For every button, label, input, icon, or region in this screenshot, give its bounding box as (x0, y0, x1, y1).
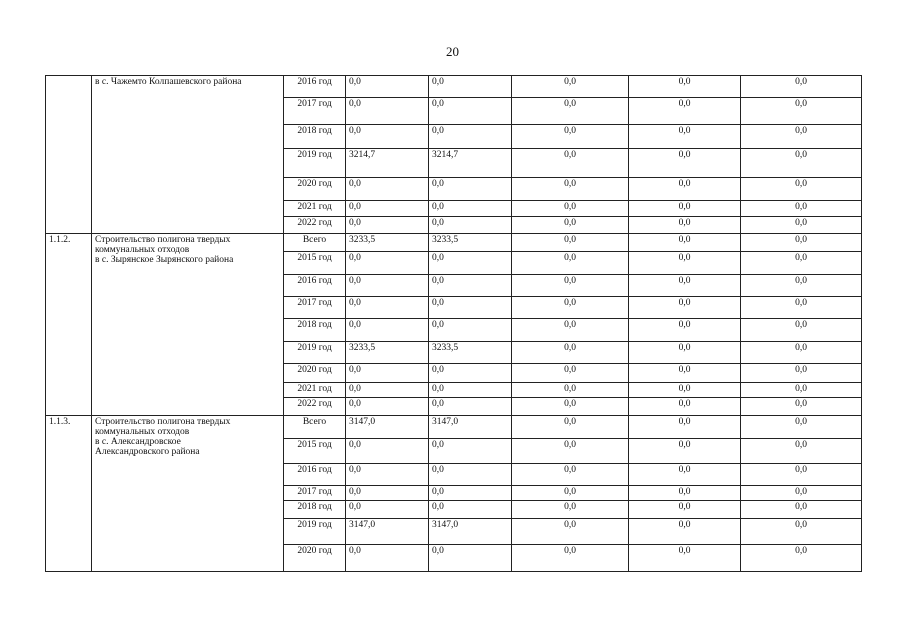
value-cell: 3233,5 (429, 234, 512, 252)
value-cell: 0,0 (512, 519, 629, 545)
value-cell: 0,0 (512, 297, 629, 319)
value-cell: 0,0 (346, 178, 429, 201)
value-cell: 0,0 (512, 416, 629, 439)
year-cell: 2019 год (284, 519, 346, 545)
value-cell: 0,0 (512, 234, 629, 252)
item-number (46, 76, 92, 234)
value-cell: 0,0 (429, 178, 512, 201)
value-cell: 0,0 (346, 201, 429, 217)
value-cell: 0,0 (629, 234, 741, 252)
value-cell: 0,0 (741, 486, 862, 501)
value-cell: 0,0 (629, 416, 741, 439)
year-cell: 2017 год (284, 98, 346, 125)
value-cell: 0,0 (741, 275, 862, 297)
value-cell: 0,0 (741, 178, 862, 201)
year-cell: Всего (284, 416, 346, 439)
value-cell: 0,0 (629, 439, 741, 464)
value-cell: 3233,5 (346, 342, 429, 364)
value-cell: 0,0 (741, 201, 862, 217)
value-cell: 0,0 (429, 76, 512, 98)
value-cell: 0,0 (741, 545, 862, 572)
value-cell: 0,0 (429, 364, 512, 383)
value-cell: 0,0 (429, 275, 512, 297)
value-cell: 0,0 (512, 98, 629, 125)
item-name (92, 76, 284, 234)
value-cell: 0,0 (741, 342, 862, 364)
year-cell: 2020 год (284, 178, 346, 201)
table-row (46, 416, 862, 439)
value-cell: 0,0 (741, 76, 862, 98)
value-cell: 0,0 (741, 519, 862, 545)
value-cell: 0,0 (512, 545, 629, 572)
year-cell: 2016 год (284, 464, 346, 486)
value-cell: 0,0 (346, 501, 429, 519)
year-cell: 2017 год (284, 486, 346, 501)
item-name-line: коммунальных отходов (95, 245, 190, 255)
item-name-line: Александровского района (95, 447, 200, 457)
year-cell: 2019 год (284, 342, 346, 364)
year-cell: 2016 год (284, 275, 346, 297)
value-cell: 0,0 (429, 98, 512, 125)
value-cell: 0,0 (429, 439, 512, 464)
value-cell: 0,0 (629, 501, 741, 519)
value-cell: 0,0 (741, 252, 862, 275)
value-cell: 0,0 (346, 275, 429, 297)
year-cell: 2021 год (284, 201, 346, 217)
value-cell: 0,0 (346, 98, 429, 125)
value-cell: 0,0 (512, 319, 629, 342)
value-cell: 0,0 (512, 398, 629, 416)
value-cell: 3233,5 (346, 234, 429, 252)
table-row (46, 234, 862, 252)
value-cell: 0,0 (346, 383, 429, 398)
value-cell: 0,0 (346, 486, 429, 501)
value-cell: 0,0 (629, 464, 741, 486)
value-cell: 0,0 (512, 76, 629, 98)
value-cell: 0,0 (346, 252, 429, 275)
value-cell: 0,0 (429, 398, 512, 416)
value-cell: 0,0 (629, 149, 741, 178)
year-cell: 2020 год (284, 545, 346, 572)
value-cell: 0,0 (512, 464, 629, 486)
year-cell: 2017 год (284, 297, 346, 319)
value-cell: 0,0 (512, 125, 629, 149)
value-cell: 0,0 (512, 201, 629, 217)
value-cell: 0,0 (741, 234, 862, 252)
value-cell: 0,0 (629, 201, 741, 217)
value-cell: 3147,0 (429, 519, 512, 545)
value-cell: 0,0 (629, 319, 741, 342)
year-cell: Всего (284, 234, 346, 252)
value-cell: 0,0 (629, 76, 741, 98)
value-cell: 0,0 (512, 217, 629, 234)
value-cell: 0,0 (346, 76, 429, 98)
page-number: 20 (446, 44, 459, 59)
year-cell: 2022 год (284, 217, 346, 234)
value-cell: 0,0 (346, 464, 429, 486)
year-cell: 2019 год (284, 149, 346, 178)
item-name (92, 234, 284, 416)
value-cell: 0,0 (741, 125, 862, 149)
value-cell: 0,0 (741, 383, 862, 398)
value-cell: 0,0 (741, 217, 862, 234)
value-cell: 0,0 (429, 383, 512, 398)
value-cell: 0,0 (346, 398, 429, 416)
value-cell: 3233,5 (429, 342, 512, 364)
value-cell: 0,0 (429, 501, 512, 519)
value-cell: 0,0 (346, 125, 429, 149)
value-cell: 0,0 (629, 252, 741, 275)
item-number: 1.1.3. (46, 416, 92, 572)
value-cell: 0,0 (429, 252, 512, 275)
value-cell: 3147,0 (346, 416, 429, 439)
value-cell: 0,0 (629, 383, 741, 398)
value-cell: 0,0 (629, 519, 741, 545)
year-cell: 2020 год (284, 364, 346, 383)
value-cell: 0,0 (512, 383, 629, 398)
value-cell: 0,0 (429, 217, 512, 234)
value-cell: 0,0 (512, 439, 629, 464)
value-cell: 0,0 (741, 464, 862, 486)
value-cell: 0,0 (629, 98, 741, 125)
value-cell: 0,0 (629, 217, 741, 234)
value-cell: 0,0 (741, 364, 862, 383)
year-cell: 2018 год (284, 501, 346, 519)
value-cell: 3214,7 (346, 149, 429, 178)
value-cell: 0,0 (629, 398, 741, 416)
budget-table (45, 75, 862, 572)
table-row (46, 76, 862, 98)
value-cell: 0,0 (512, 149, 629, 178)
year-cell: 2021 год (284, 383, 346, 398)
year-cell: 2015 год (284, 439, 346, 464)
value-cell: 0,0 (429, 486, 512, 501)
item-name-line: в с. Александровское (95, 437, 181, 447)
value-cell: 3147,0 (346, 519, 429, 545)
value-cell: 0,0 (346, 319, 429, 342)
value-cell: 0,0 (741, 297, 862, 319)
value-cell: 0,0 (629, 364, 741, 383)
value-cell: 0,0 (512, 486, 629, 501)
value-cell: 0,0 (629, 125, 741, 149)
value-cell: 0,0 (429, 297, 512, 319)
item-number: 1.1.2. (46, 234, 92, 416)
value-cell: 0,0 (741, 319, 862, 342)
value-cell: 0,0 (512, 342, 629, 364)
value-cell: 0,0 (429, 125, 512, 149)
value-cell: 0,0 (429, 201, 512, 217)
value-cell: 0,0 (346, 545, 429, 572)
value-cell: 0,0 (512, 364, 629, 383)
value-cell: 0,0 (346, 364, 429, 383)
item-name-line: Строительство полигона твердых (95, 417, 231, 427)
value-cell: 0,0 (346, 217, 429, 234)
value-cell: 0,0 (429, 464, 512, 486)
year-cell: 2016 год (284, 76, 346, 98)
value-cell: 0,0 (512, 501, 629, 519)
value-cell: 0,0 (512, 275, 629, 297)
value-cell: 0,0 (741, 398, 862, 416)
value-cell: 0,0 (346, 297, 429, 319)
year-cell: 2015 год (284, 252, 346, 275)
value-cell: 0,0 (741, 439, 862, 464)
value-cell: 0,0 (429, 545, 512, 572)
value-cell: 0,0 (629, 342, 741, 364)
item-name (92, 416, 284, 572)
item-name-line: коммунальных отходов (95, 427, 190, 437)
value-cell: 0,0 (741, 98, 862, 125)
item-name-line: в с. Зырянское Зырянского района (95, 255, 234, 265)
value-cell: 0,0 (629, 178, 741, 201)
year-cell: 2022 год (284, 398, 346, 416)
value-cell: 0,0 (512, 178, 629, 201)
year-cell: 2018 год (284, 125, 346, 149)
value-cell: 0,0 (512, 252, 629, 275)
value-cell: 0,0 (629, 486, 741, 501)
item-name-line: Строительство полигона твердых (95, 235, 231, 245)
value-cell: 0,0 (741, 149, 862, 178)
value-cell: 0,0 (629, 275, 741, 297)
value-cell: 0,0 (429, 319, 512, 342)
item-name-line: в с. Чажемто Колпашевского района (95, 77, 242, 87)
value-cell: 0,0 (346, 439, 429, 464)
value-cell: 0,0 (629, 297, 741, 319)
value-cell: 0,0 (741, 501, 862, 519)
value-cell: 0,0 (629, 545, 741, 572)
value-cell: 3214,7 (429, 149, 512, 178)
value-cell: 3147,0 (429, 416, 512, 439)
value-cell: 0,0 (741, 416, 862, 439)
year-cell: 2018 год (284, 319, 346, 342)
